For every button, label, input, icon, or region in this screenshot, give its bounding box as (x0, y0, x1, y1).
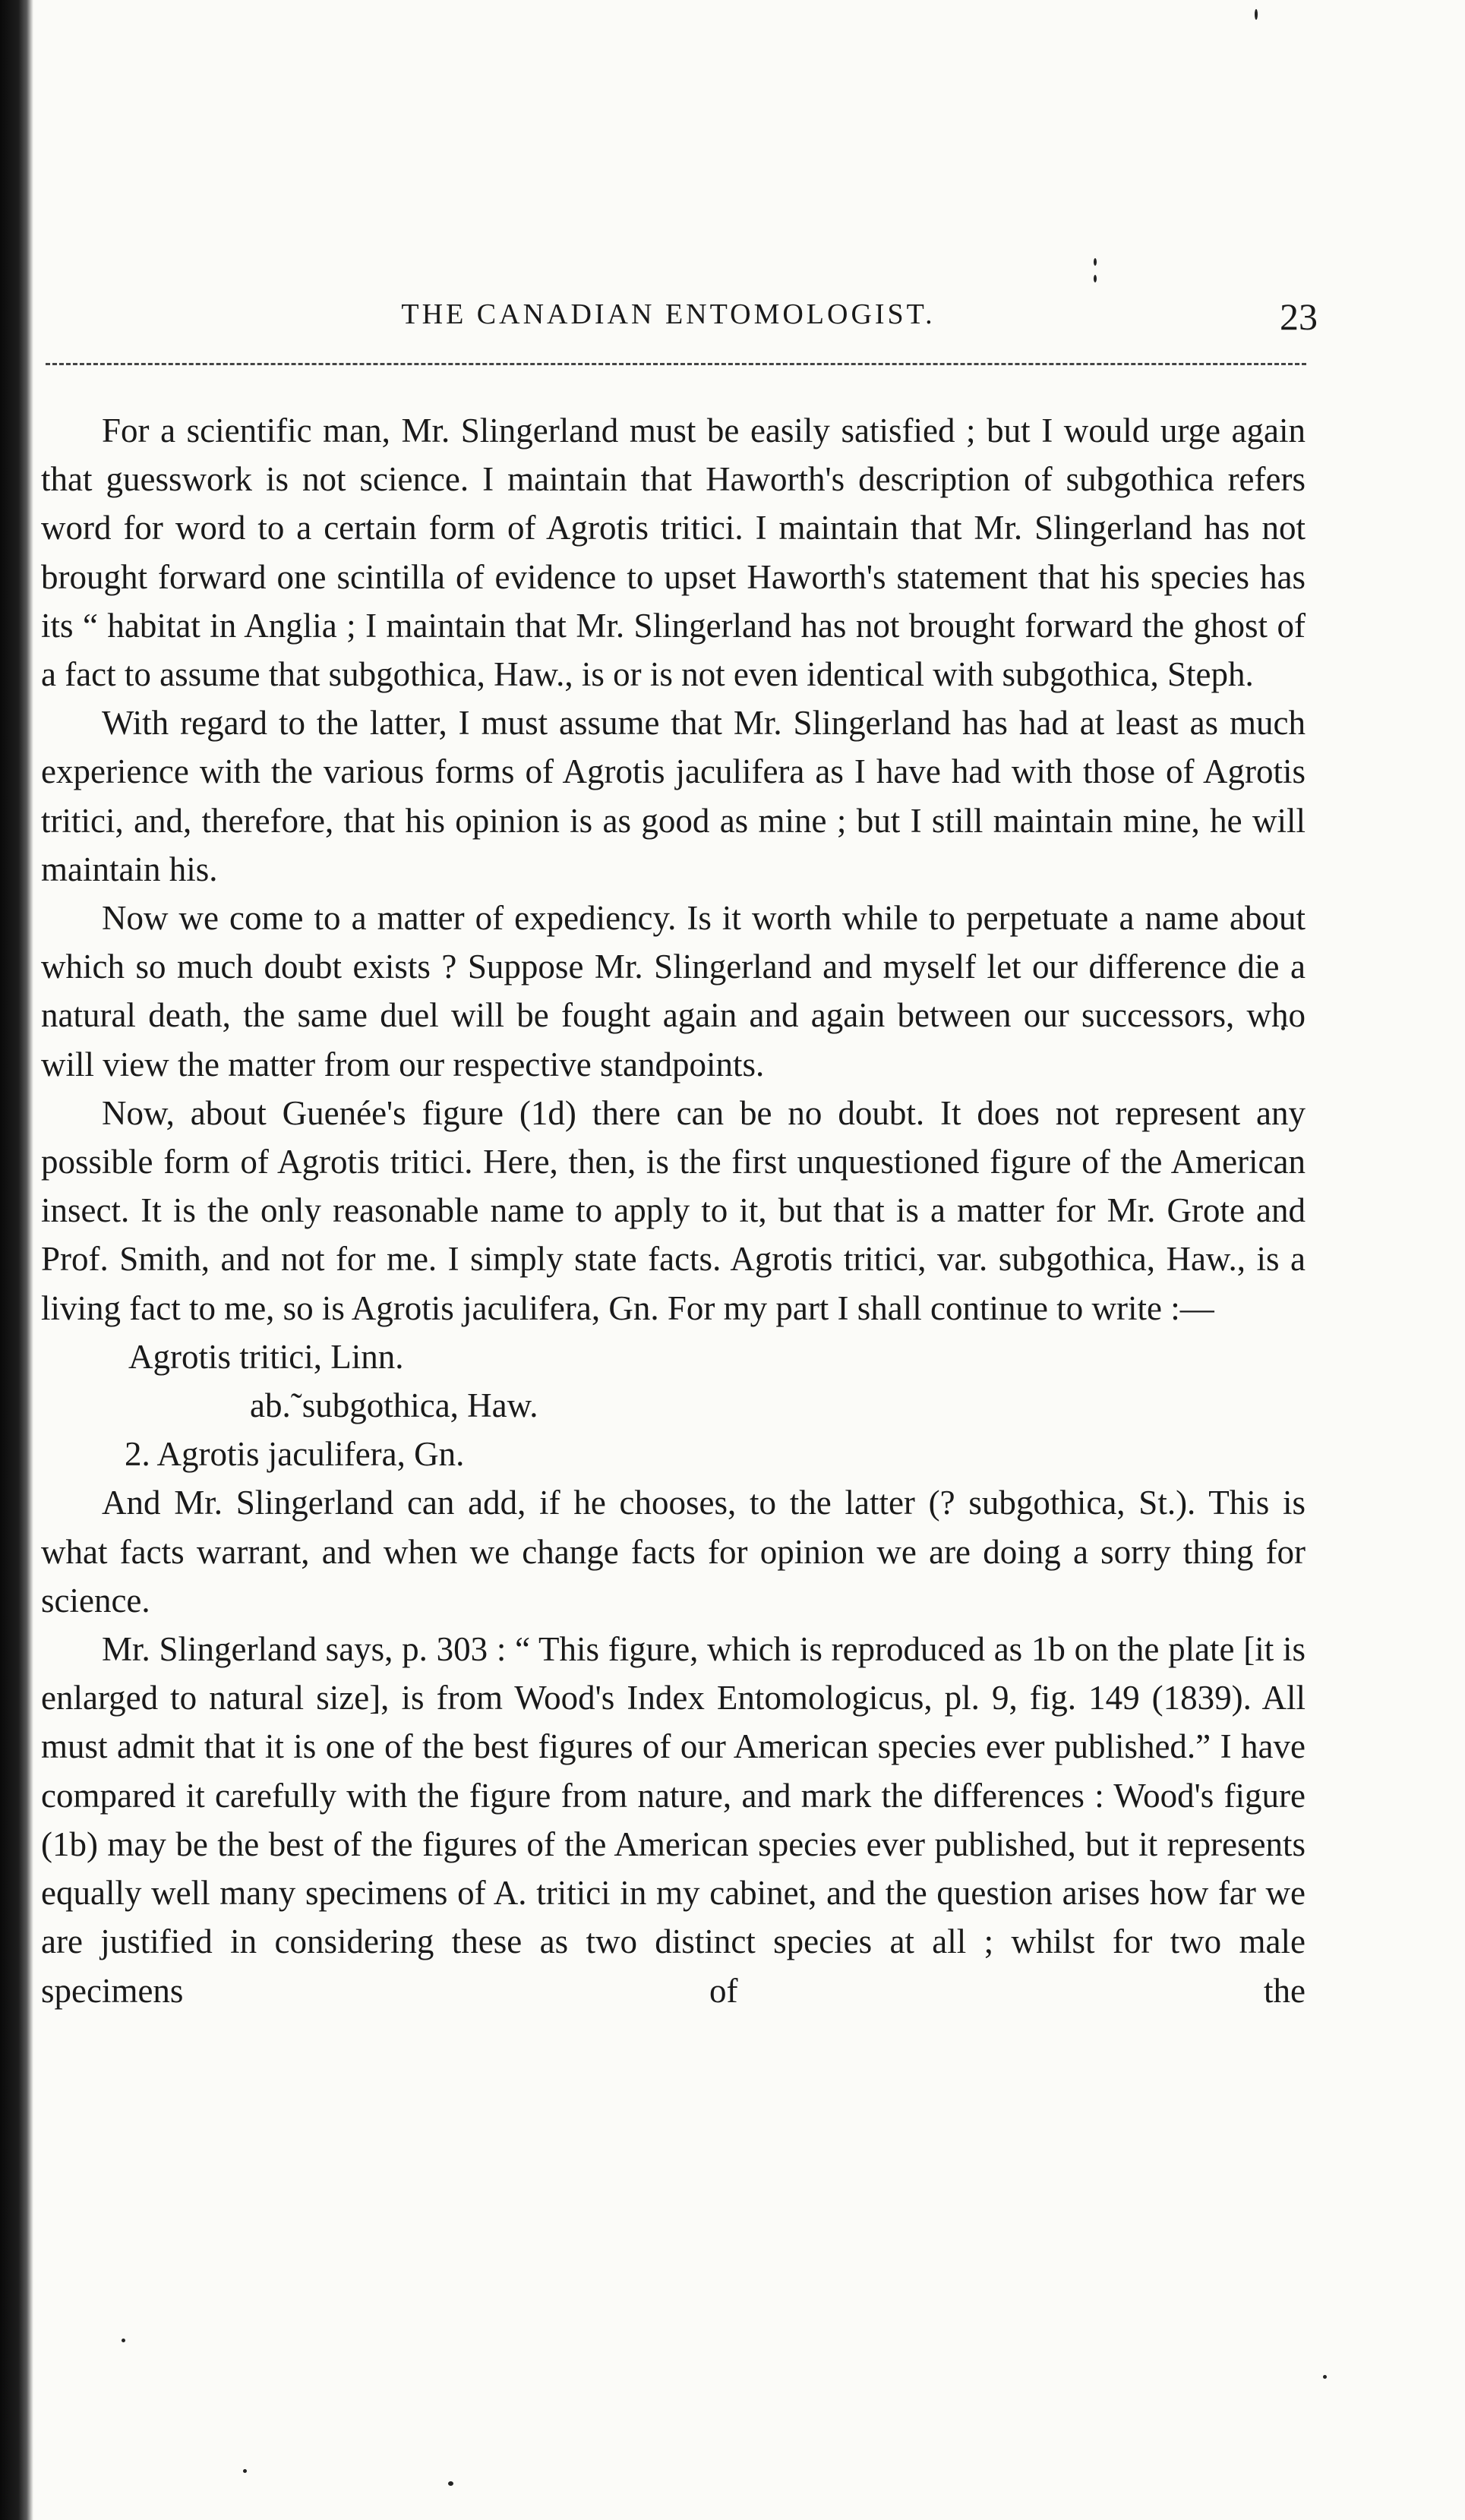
body-text (41, 406, 1306, 2015)
paragraph: And Mr. Slingerland can add, if he chooses, to the latter (? subgothica, St.). This is what facts warrant, and when we change facts for opinion we are doing a sorry thing for science. (41, 1484, 1306, 1620)
print-speck (1323, 2375, 1327, 2379)
page-number: 23 (1280, 295, 1318, 338)
print-speck (1094, 275, 1097, 282)
paragraph: Mr. Slingerland says, p. 303 : “ This figure, which is reproduced as 1b on the plate [it is enlarged to natural size], is from Wood's Index Entomologicus, pl. 9, fig. 149 (1839). All must admit that it is one of the best figures of our American species ever published.” I have compared it carefully with the figure from nature, and mark the differences : Wood's figure (1b) may be the best of the figures of the American species ever published, but it represents equally well many specimens of A. tritici in my cabinet, and the question arises how far we are justified in considering these as two distinct species at all ; whilst for two male specimens of the (41, 1630, 1306, 2010)
book-spine-shadow (0, 0, 33, 2520)
species-list-line: 2. Agrotis jaculifera, Gn. (125, 1435, 465, 1474)
print-speck (1255, 9, 1258, 20)
paragraph: For a scientific man, Mr. Slingerland must be easily satisfied ; but I would urge again that guesswork is not science. I maintain that Haworth's description of subgothica refers word for word to a certain form of Agrotis tritici. I maintain that Mr. Slingerland has not brought forward one scintilla of evidence to upset Haworth's statement that his species has its “ habitat in Anglia ; I maintain that Mr. Slingerland has not brought forward the ghost of a fact to assume that subgothica, Haw., is or is not even identical with subgothica, Steph. (41, 412, 1306, 694)
paragraph: With regard to the latter, I must assume that Mr. Slingerland has had at least as much experience with the various forms of Agrotis jaculifera as I have had with those of Agrotis tritici, and, therefore, that his opinion is as good as mine ; but I still maintain mine, he will maintain his. (41, 704, 1306, 888)
header-rule (46, 363, 1306, 365)
print-speck (122, 2339, 125, 2342)
paragraph: Now, about Guenée's figure (1d) there can be no doubt. It does not represent any possible form of Agrotis tritici. Here, then, is the first unquestioned figure of the American insect. It is the only reasonable name to apply to it, but that is a matter for Mr. Grote and Prof. Smith, and not for me. I simply state facts. Agrotis tritici, var. subgothica, Haw., is a living fact to me, so is Agrotis jaculifera, Gn. For my part I shall continue to write :— (41, 1093, 1306, 1327)
species-list-line: ab.˜subgothica, Haw. (250, 1386, 538, 1425)
paragraph: Now we come to a matter of expediency. Is it worth while to perpetuate a name about which so much doubt exists ? Suppose Mr. Slingerland and myself let our difference die a natural death, the same duel will be fought again and again between our successors, who will view the matter from our respective standpoints. (41, 899, 1306, 1083)
print-speck (243, 2469, 247, 2473)
print-speck (448, 2481, 453, 2486)
print-speck (1094, 258, 1097, 266)
species-list-line: Agrotis tritici, Linn. (128, 1337, 404, 1376)
running-head: THE CANADIAN ENTOMOLOGIST. (401, 298, 936, 330)
